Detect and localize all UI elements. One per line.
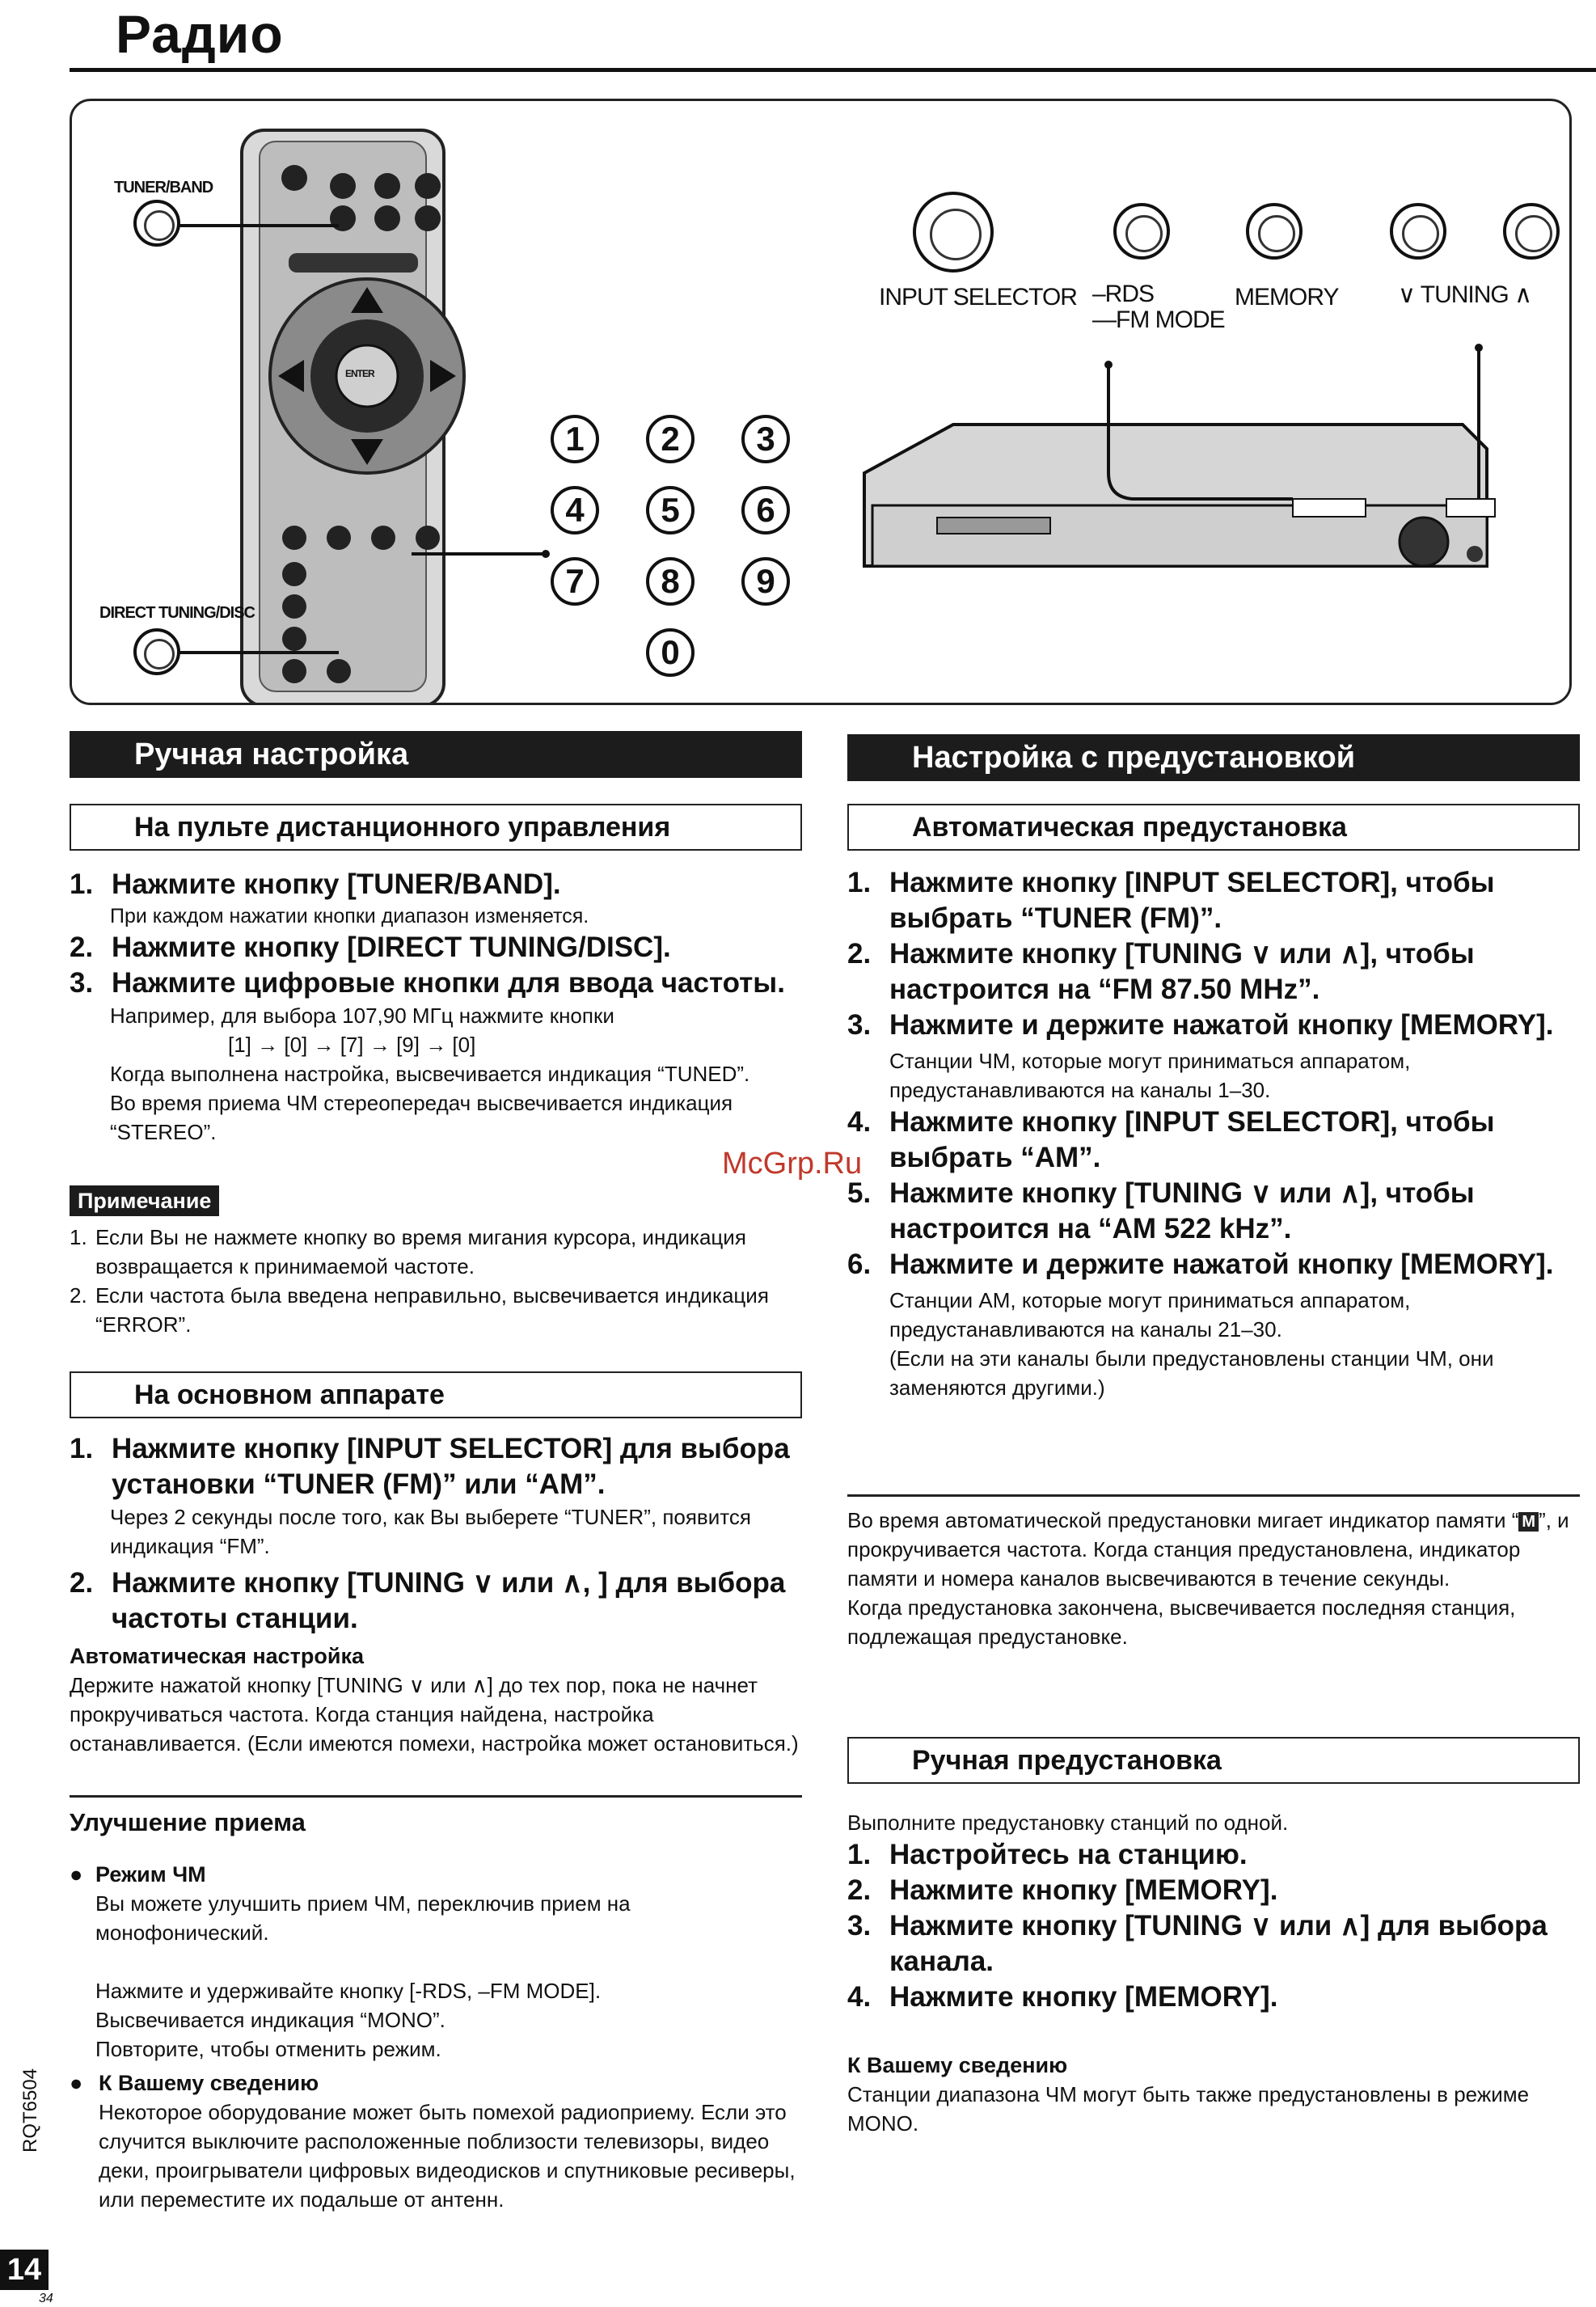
remote-steps — [70, 867, 805, 1147]
remote-tv-button — [374, 173, 400, 199]
info-title: К Вашему сведению — [847, 2053, 1068, 2077]
tuning-label: ∨ TUNING ∧ — [1398, 281, 1532, 308]
tuner-band-label: TUNER/BAND — [114, 179, 213, 196]
step-item: 3. Нажмите кнопку [TUNING ∨ или ∧] для выбора канала. — [847, 1910, 1547, 1977]
manual-tuning-header: Ручная настройка — [70, 731, 802, 778]
auto-tuning-block — [70, 1642, 802, 1758]
step-example: Например, для выбора 107,90 МГц нажмите кнопки — [110, 1004, 614, 1028]
remote-transport-row — [289, 253, 418, 273]
step-stereo: Во время приема ЧМ стереопередач высвечивается индикация “STEREO”. — [110, 1091, 733, 1144]
improve-block — [70, 1806, 802, 2214]
step-note: Станции ЧМ, которые могут приниматься аппаратом, предустанавливаются на каналы 1–30. — [889, 1049, 1411, 1102]
bullet-icon: ● — [70, 1862, 83, 1887]
keypad-digit: 4 — [551, 486, 599, 534]
info-title: ● К Вашему сведению — [70, 2068, 802, 2098]
remote-btn — [374, 205, 400, 231]
auto-preset-subheader: Автоматическая предустановка — [847, 804, 1580, 851]
rds-label: –RDS — [1092, 281, 1155, 307]
keypad-digit: 5 — [646, 486, 695, 534]
step-item: 1. Нажмите кнопку [INPUT SELECTOR], чтобы выбрать “TUNER (FM)”. — [847, 867, 1495, 934]
fm-mode-text: Нажмите и удерживайте кнопку [-RDS, –FM MODE]. — [95, 1979, 602, 2003]
tuning-down-icon: ∨ — [1398, 281, 1415, 308]
remote-tuner-band-button — [330, 205, 356, 231]
main-unit-tuning-group — [1446, 499, 1495, 517]
tuner-band-button — [133, 200, 180, 247]
fm-mode-text: Повторите, чтобы отменить режим. — [95, 2037, 441, 2061]
step-item: 4. Нажмите кнопку [INPUT SELECTOR], чтобы выбрать “AM”. — [847, 1106, 1495, 1173]
watermark: McGrp.Ru — [722, 1147, 863, 1181]
unit-steps — [70, 1431, 805, 1637]
remote-vcr-button — [415, 173, 441, 199]
step-item: 2. Нажмите кнопку [MEMORY]. — [847, 1874, 1278, 1906]
note-label: Примечание — [70, 1185, 219, 1216]
illustration-panel — [70, 99, 1572, 705]
auto-tuning-text: Держите нажатой кнопку [TUNING ∨ или ∧] до тех пор, пока не начнет прокручиваться частота. Когда станция найдена, настройка останавливается. (Если имеются помехи, настройка может остановиться.) — [70, 1673, 799, 1756]
step-item: 3. Нажмите цифровые кнопки для ввода частоты. — [70, 967, 785, 999]
step-sequence: [1] → [0] → [7] → [9] → [0] — [228, 1033, 476, 1057]
fm-mode-text: Вы можете улучшить прием ЧМ, переключив прием на монофонический. — [95, 1891, 631, 1945]
main-unit-front — [872, 505, 1487, 566]
main-unit-display — [937, 518, 1050, 534]
step-item: 4. Нажмите кнопку [MEMORY]. — [847, 1981, 1278, 2013]
main-unit-button-group — [1293, 499, 1366, 517]
enter-label: ENTER — [345, 368, 374, 379]
rds-knob — [1113, 203, 1170, 260]
info-text: Некоторое оборудование может быть помехой радиоприему. Если это случится выключите расположенные поблизости телевизоры, видео деки, проигрыватели цифровых видеодисков и спутниковые ресиверы, или переместите их подальше от антенн. — [99, 2100, 796, 2212]
direct-tuning-label: DIRECT TUNING/DISC — [99, 604, 255, 622]
keypad-digit: 3 — [741, 415, 790, 463]
fm-mode-title: ● Режим ЧМ — [70, 1860, 802, 1889]
auto-tuning-title: Автоматическая настройка — [70, 1644, 365, 1668]
keypad-digit: 9 — [741, 557, 790, 606]
auto-preset-steps — [847, 865, 1583, 1402]
info-text: Станции диапазона ЧМ могут быть также предустановлены в режиме MONO. — [847, 2082, 1530, 2136]
preset-tuning-header: Настройка с предустановкой — [847, 734, 1580, 781]
tuning-up-icon: ∧ — [1514, 281, 1532, 308]
step-item: 5. Нажмите кнопку [TUNING ∨ или ∧], чтобы настроится на “AM 522 kHz”. — [847, 1177, 1475, 1244]
divider — [70, 1795, 802, 1798]
keypad-digit: 1 — [551, 415, 599, 463]
divider — [847, 1494, 1580, 1497]
manual-preset-block — [847, 1808, 1583, 2138]
doc-code: RQT6504 — [19, 2068, 41, 2153]
step-tuned: Когда выполнена настройка, высвечивается индикация “TUNED”. — [110, 1062, 750, 1086]
page-number: 14 — [0, 2250, 49, 2290]
step-item: 1. Нажмите кнопку [INPUT SELECTOR] для выбора установки “TUNER (FM)” или “AM”. — [70, 1433, 790, 1500]
bullet-icon: ● — [70, 2071, 83, 2095]
step-note: Через 2 секунды после того, как Вы выберете “TUNER”, появится индикация “FM”. — [110, 1505, 751, 1558]
notes-list — [70, 1223, 797, 1339]
keypad-digit: 7 — [551, 557, 599, 606]
note-item: 2. Если частота была введена неправильно, высвечивается индикация “ERROR”. — [70, 1283, 769, 1337]
auto-preset-para: Во время автоматической предустановки мигает индикатор памяти “ M ”, и прокручивается частота. Когда станция предустановлена, индикатор памяти и номера каналов высвечиваются в течение секунды. — [847, 1508, 1569, 1591]
auto-preset-para: Когда предустановка закончена, высвечивается последняя станция, подлежащая предустановке. — [847, 1595, 1516, 1649]
step-note: (Если на эти каналы были предустановлены станции ЧМ, они заменяются другими.) — [889, 1346, 1494, 1400]
input-selector-label: INPUT SELECTOR — [879, 284, 1077, 311]
memory-knob — [1246, 203, 1303, 260]
tuning-down-knob — [1390, 203, 1446, 260]
sub-page-number: 34 — [39, 2292, 53, 2305]
main-unit-volume-knob — [1400, 518, 1448, 566]
input-selector-knob — [913, 192, 994, 273]
tuning-up-knob — [1503, 203, 1560, 260]
illustration-svg — [72, 101, 1572, 705]
step-item: 2. Нажмите кнопку [DIRECT TUNING/DISC]. — [70, 932, 671, 963]
page-title: Радио — [116, 4, 284, 64]
keypad-digit: 6 — [741, 486, 790, 534]
auto-preset-info — [847, 1506, 1580, 1651]
remote-btn — [415, 205, 441, 231]
manual-preset-intro: Выполните предустановку станций по одной. — [847, 1811, 1289, 1835]
step-item: 1. Нажмите кнопку [TUNER/BAND]. — [70, 868, 561, 900]
remote-subheader: На пульте дистанционного управления — [70, 804, 802, 851]
main-unit-subheader: На основном аппарате — [70, 1371, 802, 1418]
step-item: 2. Нажмите кнопку [TUNING ∨ или ∧], чтобы настроится на “FM 87.50 MHz”. — [847, 938, 1475, 1005]
direct-tuning-button — [133, 628, 180, 675]
step-item: 3. Нажмите и держите нажатой кнопку [MEMORY]. — [847, 1009, 1554, 1041]
memory-label: MEMORY — [1235, 284, 1339, 311]
step-item: 6. Нажмите и держите нажатой кнопку [MEMORY]. — [847, 1249, 1554, 1280]
keypad-digit: 0 — [646, 628, 695, 677]
step-note: Станции АМ, которые могут приниматься аппаратом, предустанавливаются на каналы 21–30. — [889, 1288, 1411, 1342]
remote-dvd-button — [330, 173, 356, 199]
keypad-digit: 8 — [646, 557, 695, 606]
fm-mode-text: Высвечивается индикация “MONO”. — [95, 2008, 445, 2032]
fm-mode-label: —FM MODE — [1092, 306, 1225, 333]
main-unit-jack — [1467, 546, 1483, 562]
manual-preset-subheader: Ручная предустановка — [847, 1737, 1580, 1784]
step-note: При каждом нажатии кнопки диапазон изменяется. — [110, 905, 589, 927]
remote-receiver-button — [281, 165, 307, 191]
improve-title: Улучшение приема — [70, 1808, 306, 1836]
step-item: 1. Настройтесь на станцию. — [847, 1839, 1248, 1870]
keypad-digit: 2 — [646, 415, 695, 463]
note-block — [70, 1185, 219, 1216]
memory-indicator-icon: M — [1518, 1512, 1539, 1532]
note-item: 1. Если Вы не нажмете кнопку во время мигания курсора, индикация возвращается к принимаемой частоте. — [70, 1225, 746, 1278]
step-item: 2. Нажмите кнопку [TUNING ∨ или ∧, ] для выбора частоты станции. — [70, 1567, 786, 1634]
title-rule — [70, 68, 1596, 72]
